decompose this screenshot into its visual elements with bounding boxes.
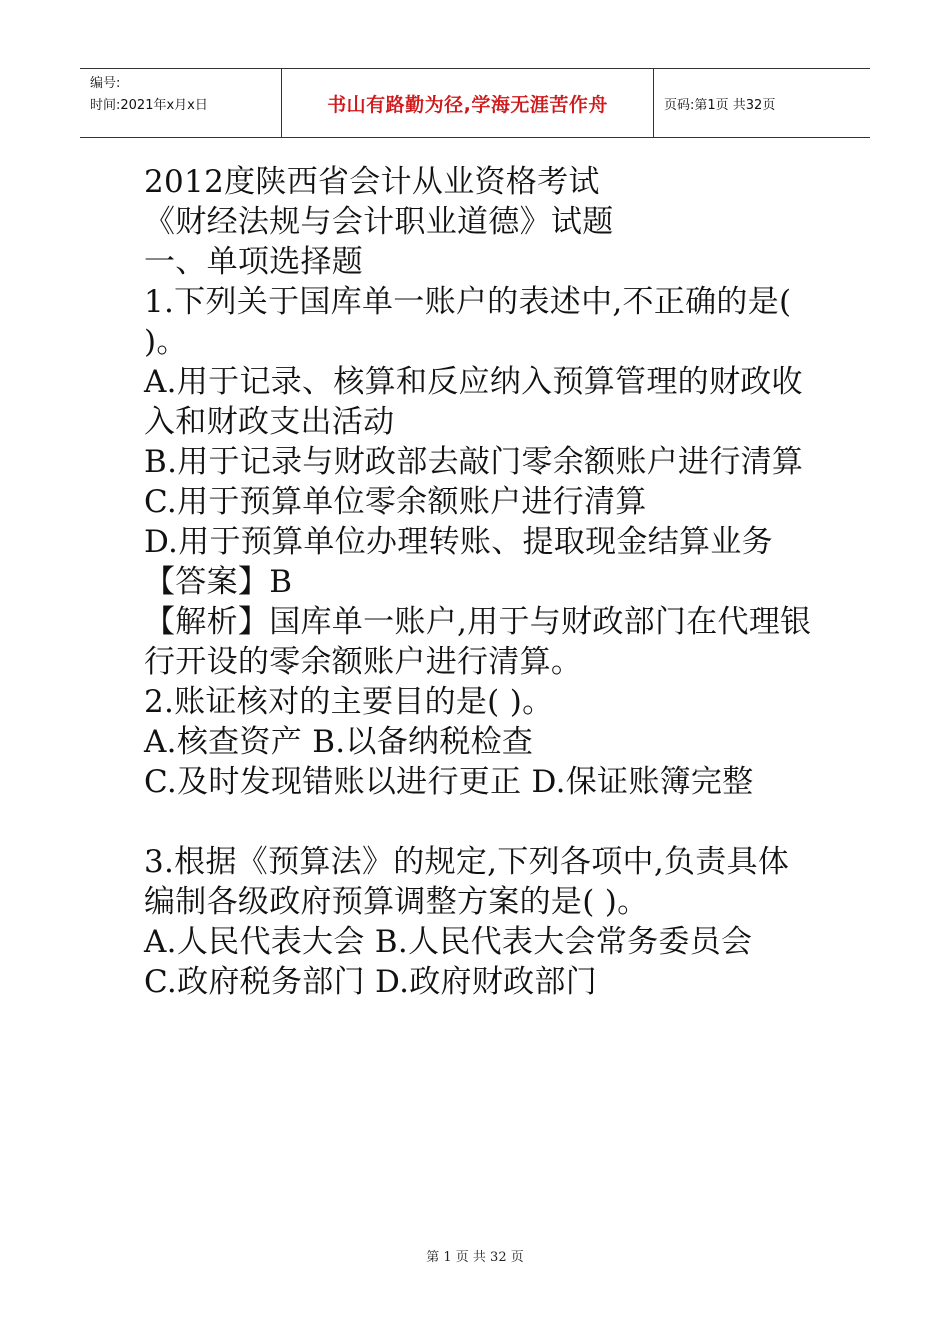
q1-option-d: D.用于预算单位办理转账、提取现金结算业务 — [144, 524, 773, 560]
q1-answer: 【答案】B — [144, 564, 293, 600]
q2-options-cd: C.及时发现错账以进行更正 D.保证账簿完整 — [144, 764, 754, 800]
page-header — [80, 68, 870, 138]
q1-option-a: A.用于记录、核算和反应纳入预算管理的财政收入和财政支出活动 — [144, 364, 803, 440]
motto: 书山有路勤为径,学海无涯苦作舟 — [282, 69, 654, 137]
title-line-2: 《财经法规与会计职业道德》试题 — [144, 204, 614, 240]
number-label: 编号: — [90, 76, 121, 91]
q3-options-ab: A.人民代表大会 B.人民代表大会常务委员会 — [144, 924, 753, 960]
q3-options-cd: C.政府税务部门 D.政府财政部门 — [144, 964, 598, 1000]
blank-line — [144, 802, 814, 842]
document-body — [144, 162, 814, 1002]
q2-options-ab: A.核查资产 B.以备纳税检查 — [144, 724, 534, 760]
q1-option-c: C.用于预算单位零余额账户进行清算 — [144, 484, 647, 520]
q3-stem: 3.根据《预算法》的规定,下列各项中,负责具体编制各级政府预算调整方案的是( )。 — [144, 844, 790, 920]
q1-option-b: B.用于记录与财政部去敲门零余额账户进行清算 — [144, 444, 804, 480]
section-heading: 一、单项选择题 — [144, 244, 364, 280]
page-info: 页码:第1页 共32页 — [664, 97, 776, 113]
title-line-1: 2012度陕西省会计从业资格考试 — [144, 164, 600, 200]
q1-stem: 1.下列关于国库单一账户的表述中,不正确的是( )。 — [144, 284, 792, 360]
page-footer: 第 1 页 共 32 页 — [426, 1250, 524, 1265]
header-left-cell — [80, 69, 282, 137]
q2-stem: 2.账证核对的主要目的是( )。 — [144, 684, 554, 720]
date-label: 时间:2021年x月x日 — [90, 98, 208, 113]
q1-analysis: 【解析】国库单一账户,用于与财政部门在代理银行开设的零余额账户进行清算。 — [144, 604, 812, 680]
